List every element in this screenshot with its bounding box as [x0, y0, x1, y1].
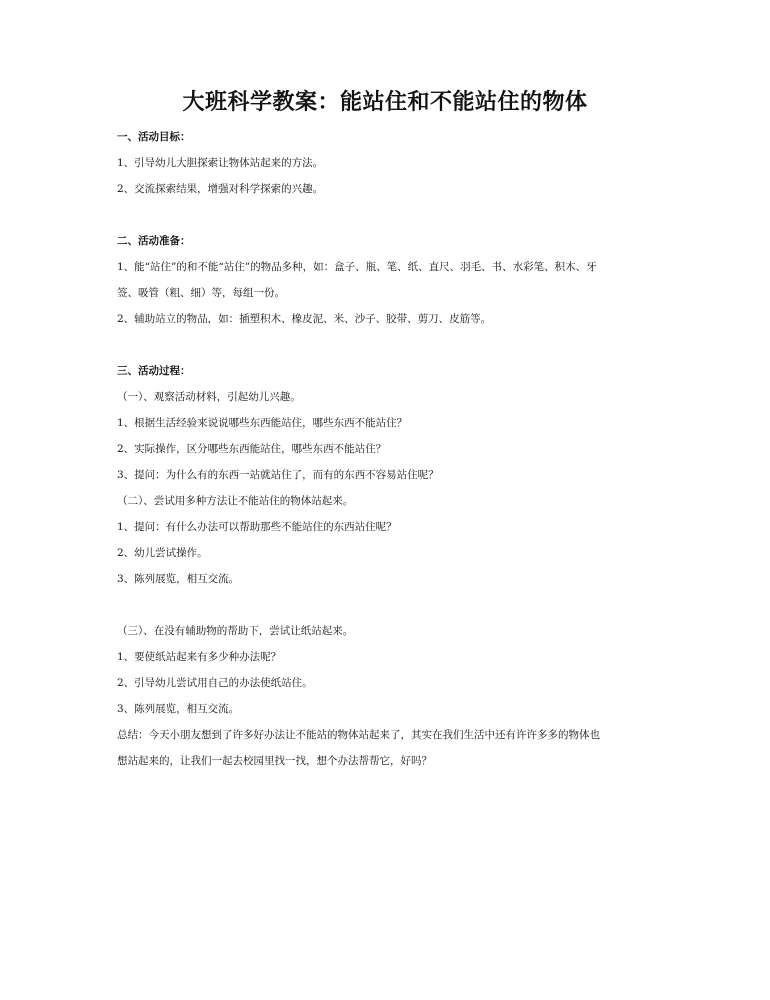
process-item: 3、提问：为什么有的东西一站就站住了，而有的东西不容易站住呢？ [117, 469, 439, 481]
process-item: 1、要使纸站起来有多少种办法呢？ [117, 651, 282, 663]
process-part-heading: （一）、观察活动材料，引起幼儿兴趣。 [117, 391, 301, 403]
section-heading-process: 三、活动过程： [117, 365, 191, 377]
process-item: 2、实际操作，区分哪些东西能站住，哪些东西不能站住？ [117, 443, 387, 455]
section-heading-preparation: 二、活动准备： [117, 235, 191, 247]
document-title: 大班科学教案：能站住和不能站住的物体 [182, 90, 588, 115]
process-part-heading: （三）、在没有辅助物的帮助下，尝试让纸站起来。 [117, 625, 354, 637]
section-heading-goals: 一、活动目标： [117, 131, 191, 143]
process-part-heading: （二）、尝试用多种方法让不能站住的物体站起来。 [117, 495, 354, 507]
preparation-item-continued: 签、吸管（粗、细）等，每组一份。 [117, 287, 285, 299]
process-item: 2、引导幼儿尝试用自己的办法使纸站住。 [117, 677, 313, 689]
goal-item: 2、交流探索结果，增强对科学探索的兴趣。 [117, 183, 324, 195]
summary-text-continued: 想站起来的，让我们一起去校园里找一找，想个办法帮帮它，好吗？ [117, 755, 432, 767]
summary-text: 总结：今天小朋友想到了许多好办法让不能站的物体站起来了，其实在我们生活中还有许许多多的物体也 [117, 729, 600, 741]
process-item: 1、根据生活经验来说说哪些东西能站住，哪些东西不能站住？ [117, 417, 408, 429]
process-item: 3、陈列展览，相互交流。 [117, 573, 240, 585]
preparation-item: 1、能“站住”的和不能“站住”的物品多种，如：盒子、瓶、笔、纸、直尺、羽毛、书、水彩笔、积木、牙 [117, 261, 597, 273]
process-item: 1、提问：有什么办法可以帮助那些不能站住的东西站住呢？ [117, 521, 397, 533]
preparation-item: 2、辅助站立的物品，如：插塑积木、橡皮泥、米、沙子、胶带、剪刀、皮筋等。 [117, 313, 492, 325]
process-item: 2、幼儿尝试操作。 [117, 547, 208, 559]
goal-item: 1、引导幼儿大胆探索让物体站起来的方法。 [117, 157, 324, 169]
process-item: 3、陈列展览，相互交流。 [117, 703, 240, 715]
